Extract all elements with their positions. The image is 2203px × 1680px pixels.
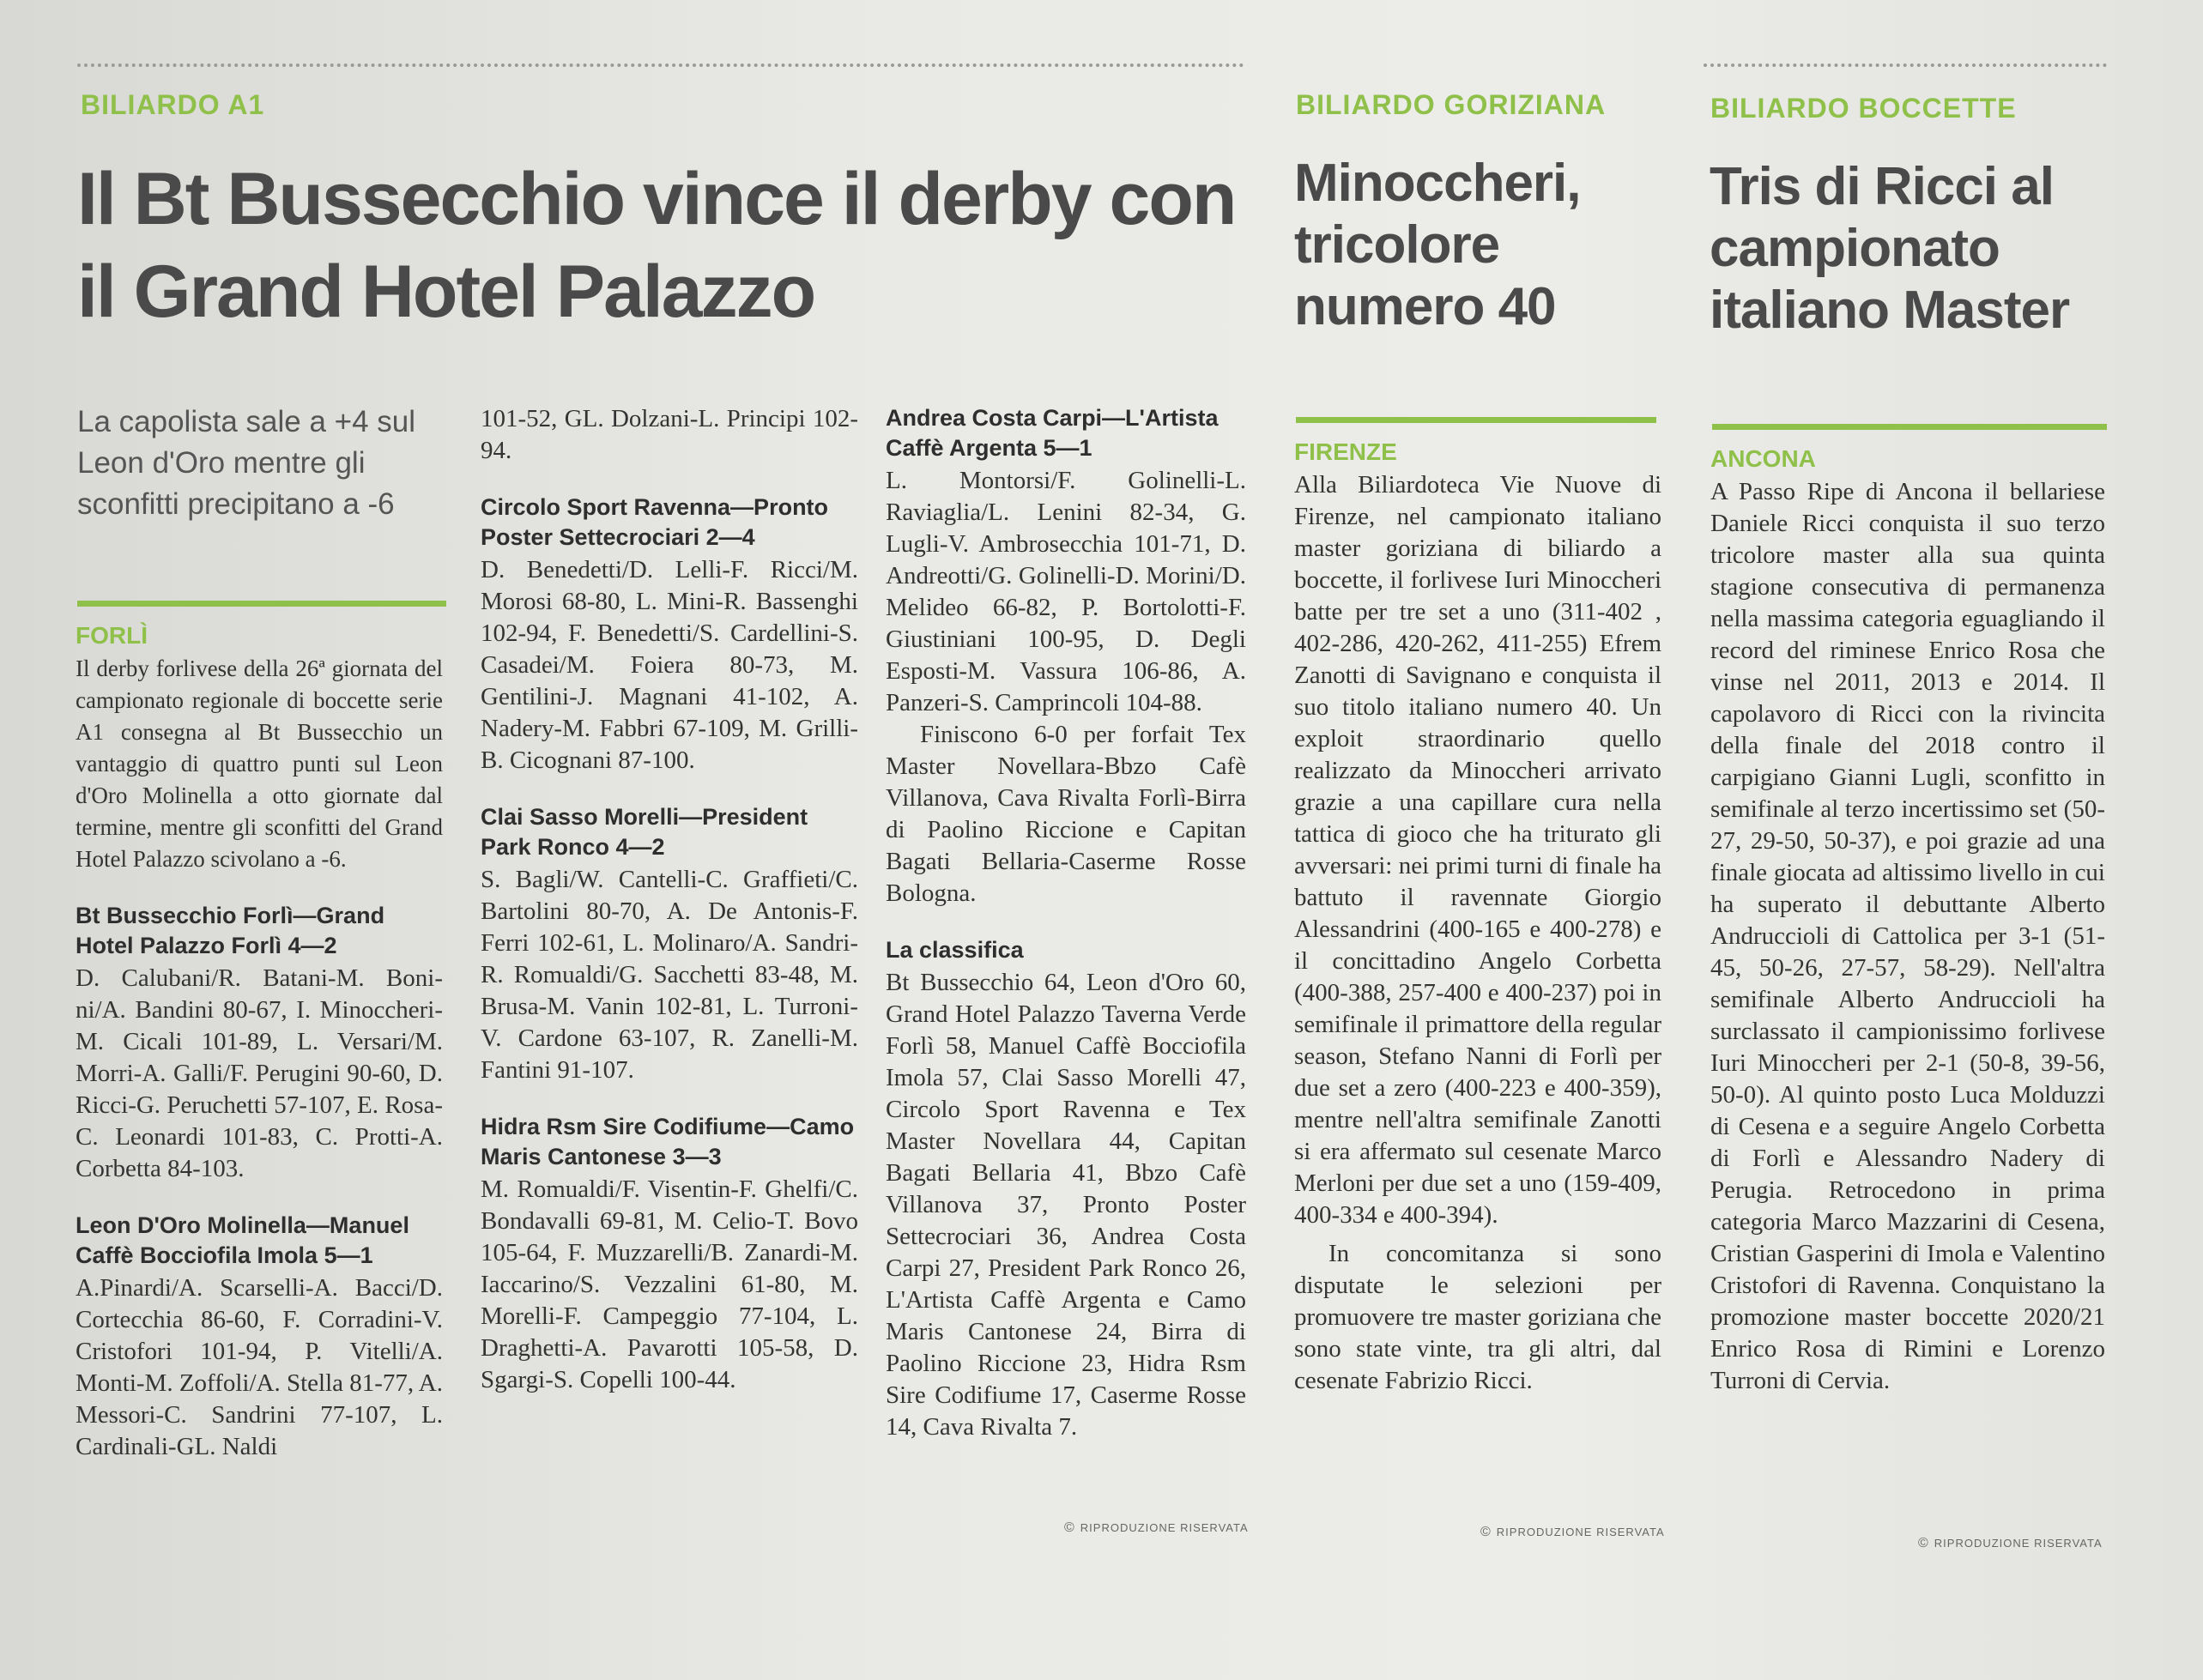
match-2-title: Leon D'Oro Molinella—Manuel Caffè Bocciofila Imola 5—1 [76,1212,409,1268]
copyright-mid: © RIPRODUZIONE RISERVATA [1480,1525,1665,1539]
copyright-right: © RIPRODUZIONE RISERVATA [1918,1536,2103,1550]
mid-kicker: BILIARDO GORIZIANA [1296,89,1607,120]
match-1-title: Bt Bussecchio Forlì—Grand Hotel Palazzo Forlì 4—2 [76,903,385,958]
right-paragraph-1: A Passo Ripe di Ancona il bellariese Daniele Ricci conquista il suo terzo tricolore master alla sua quinta stagione consecutiva di permanenza nella massima categoria eguagliando il record del riminese Enrico Rosa che vinse nel 2011, 2013 e 2014. Il capolavoro di Ricci con la rivincita della finale del 2018 contro il carpigiano Gianni Lugli, sconfitto in semifinale al terzo incertissimo set (50-27, 29-50, 50-37), e poi grazie ad una finale giocata ad altissimo livello in cui ha superato il debuttante Alberto Andruccioli di Cattolica per 3-1 (51-45, 50-26, 27-57, 58-29). Nell'altra semifinale Alberto Andruccioli ha surclassato il campionissimo forlivese Iuri Minoccheri per 2-1 (50-8, 39-56, 50-0). Al quinto posto Luca Molduzzi di Cesena e a seguire Angelo Corbetta di Forlì e Alessandro Nadery di Perugia. Retrocedono in prima categoria Marco Mazzarini di Cesena, Cristian Gasperini di Imola e Valentino Cristofori di Ravenna. Conquistano la promozione master boccette 2020/21 Enrico Rosa di Rimini e Lorenzo Turroni di Cervia. [1710,478,2105,1394]
standings-text: Bt Bussecchio 64, Leon d'Oro 60, Grand Hotel Palazzo Taverna Verde Forlì 58, Manuel Caffè Bocciofila Imola 57, Clai Sasso Morelli 47, Circolo Sport Ravenna e Tex Master Novellara 44, Capitan Bagati Bellaria 41, Bbzo Cafè Villanova 37, Pronto Poster Settecrociari 36, Andrea Costa Carpi 27, President Park Ronco 26, L'Artista Caffè Argenta e Camo Maris Cantonese 24, Birra di Paolino Riccione 23, Hidra Rsm Sire Codifiume 17, Caserme Rosse 14, Cava Rivalta 7. [886,969,1246,1441]
match-5-text: M. Romualdi/F. Visentin-F. Ghelfi/C. Bondavalli 69-81, M. Celio-T. Bovo 105-64, F. Muzzarelli/B. Zanardi-M. Iaccarino/S. Vezzalini 61-80, M. Morelli-F. Campeggio 77-104, L. Draghetti-A. Pavarotti 105-58, D. Sgargi-S. Copelli 100-44. [481,1175,858,1393]
copyright-icon: © [1918,1536,1929,1550]
mid-paragraph-1: Alla Biliardoteca Vie Nuove di Firenze, nel campionato italiano master goriziana di biliardo a boccette, il forlivese Iuri Minoccheri batte per tre set a uno (311-402 , 402-286, 420-262, 411-255) Efrem Zanotti di Savignano e conquista il suo titolo italiano numero 40. Un exploit straordinario quello realizzato da Minoccheri arrivato grazie a una capillare cura nella tattica di gioco che ha triturato gli avversari: nei primi turni di finale ha battuto il ravennate Giorgio Alessandrini (400-165 e 400-278) e il concittadino Angelo Corbetta (400-388, 257-400 e 400-237) poi in semifinale il primattore della regular season, Stefano Nanni di Forlì per due set a zero (400-223 e 400-359), mentre nell'altra semifinale Zanotti si era affermato sul cesenate Marco Merloni per due set a uno (159-409, 400-334 e 400-394). [1294,471,1661,1229]
top-rule-right [1704,63,2107,67]
main-headline: Il Bt Bussecchio vince il derby con il Grand Hotel Palazzo [77,158,1236,333]
right-kicker: BILIARDO BOCCETTE [1710,93,2017,124]
standings-title: La classifica [886,937,1024,963]
left-column-2 [481,403,858,1396]
mid-paragraph-2: In concomitanza si sono disputate le selezioni per promuovere tre master goriziana che sono state vinte, tra gli altri, dal cesenate Fabrizio Ricci. [1294,1240,1661,1394]
copyright-left: © RIPRODUZIONE RISERVATA [1064,1520,1249,1535]
match-1-text: D. Calubani/R. Batani-M. Boni-ni/A. Bandini 80-67, I. Minoccheri-M. Cicali 101-89, L. Versari/M. Morri-A. Galli/F. Perugini 90-60, D. Ricci-G. Peruchetti 57-107, E. Rosa-C. Leonardi 101-83, C. Protti-A. Corbetta 84-103. [76,964,443,1182]
right-column [1710,443,2105,1397]
match-4-text: S. Bagli/W. Cantelli-C. Graffieti/C. Bartolini 80-70, A. De Antonis-F. Ferri 102-61, L. Molinaro/A. Sandri-R. Romualdi/G. Sacchetti 83-48, M. Brusa-M. Vanin 102-81, L. Turroni-V. Cardone 63-107, R. Zanelli-M. Fantini 91-107. [481,866,858,1084]
left-column-3 [886,403,1246,1443]
mid-column [1294,436,1661,1397]
copyright-icon: © [1064,1520,1075,1535]
dateline-forli: FORLÌ [76,622,148,649]
right-green-bar [1712,424,2107,430]
top-rule-left [77,63,1244,67]
left-kicker: BILIARDO A1 [81,89,265,120]
match-2-text: A.Pinardi/A. Scarselli-A. Bacci/D. Cortecchia 86-60, F. Corradini-V. Cristofori 101-94, P. Vitelli/A. Monti-M. Zoffoli/A. Stella 81-77, A. Messori-C. Sandrini 77-107, L. Cardinali-GL. Naldi [76,1274,444,1460]
match-3-title: Circolo Sport Ravenna—Pronto Poster Settecrociari 2—4 [481,494,829,550]
match-6-text: L. Montorsi/F. Golinelli-L. Raviaglia/L. Lenini 82-34, G. Lugli-V. Ambrosecchia 101-71, D. Andreotti/G. Golinelli-D. Morini/D. Melideo 66-82, P. Bortolotti-F. Giustiniani 100-95, D. Degli Esposti-M. Vassura 106-86, A. Panzeri-S. Camprincoli 104-88. [886,467,1246,716]
forfait-paragraph: Finiscono 6-0 per forfait Tex Master Novellara-Bbzo Cafè Villanova, Cava Rivalta Forlì-Birra di Paolino Riccione e Capitan Bagati Bellaria-Caserme Rosse Bologna. [886,721,1246,907]
mid-headline: Minoccheri, tricolore numero 40 [1294,154,1581,336]
match-2-text-continued: 101-52, GL. Dolzani-L. Principi 102-94. [481,405,858,464]
match-4-title: Clai Sasso Morelli—President Park Ronco 4—2 [481,804,808,860]
match-6-title: Andrea Costa Carpi—L'Artista Caffè Argenta 5—1 [886,405,1219,461]
dateline-firenze: FIRENZE [1294,438,1397,465]
left-column-1 [76,619,443,1463]
mid-green-bar [1296,417,1656,423]
copyright-icon: © [1480,1525,1492,1539]
main-deck: La capolista sale a +4 sul Leon d'Oro mentre gli sconfitti precipitano a -6 [77,405,416,521]
right-headline: Tris di Ricci al campionato italiano Master [1710,157,2070,340]
dateline-ancona: ANCONA [1710,445,1816,472]
left-green-bar [77,601,446,607]
match-5-title: Hidra Rsm Sire Codifiume—Camo Maris Cantonese 3—3 [481,1114,855,1169]
match-3-text: D. Benedetti/D. Lelli-F. Ricci/M. Morosi 68-80, L. Mini-R. Bassenghi 102-94, F. Benedetti/S. Cardellini-S. Casadei/M. Foiera 80-73, M. Gentilini-J. Magnani 41-102, A. Nadery-M. Fabbri 67-109, M. Grilli-B. Cicognani 87-100. [481,556,858,774]
intro-paragraph: Il derby forlivese della 26ª giornata del campionato regionale di boccette serie A1 consegna al Bt Bussecchio un vantaggio di quattro punti sul Leon d'Oro Molinella a otto giornate dal termine, mentre gli sconfitti del Grand Hotel Palazzo scivolano a -6. [76,656,443,872]
